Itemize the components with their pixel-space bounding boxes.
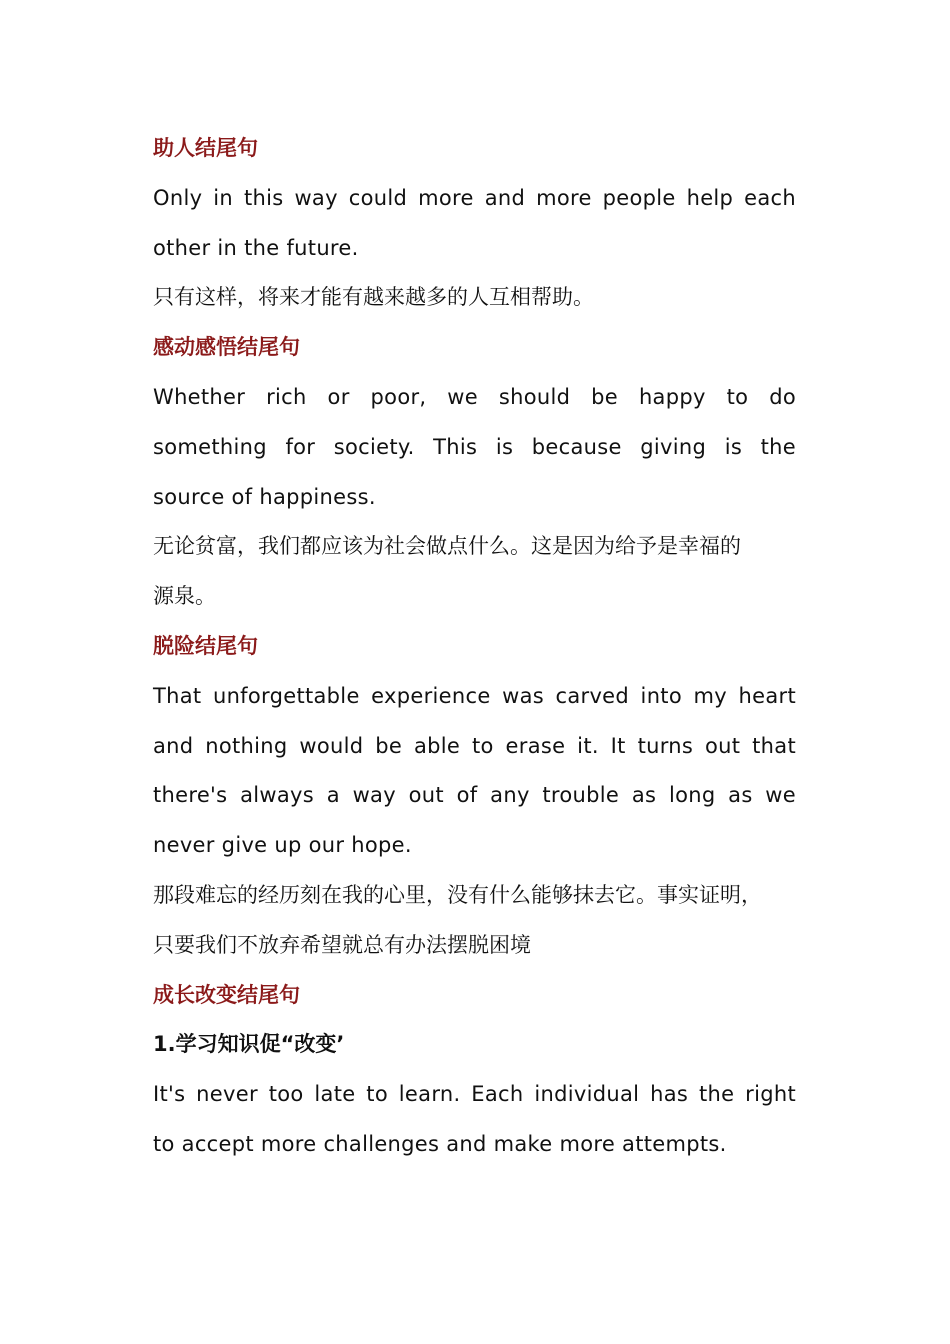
- english-line: never give up our hope.: [153, 833, 412, 858]
- english-line: That unforgettable experience was carved into my heart: [153, 683, 796, 708]
- english-line: Only in this way could more and more people help each: [153, 185, 796, 210]
- chinese-line: 只要我们不放弃希望就总有办法摆脱困境: [153, 932, 531, 957]
- section-heading-helping: 助人结尾句: [153, 136, 258, 160]
- english-line: It's never too late to learn. Each individual has the right: [153, 1082, 796, 1107]
- chinese-line: 源泉。: [153, 584, 216, 609]
- english-line: to accept more challenges and make more attempts.: [153, 1131, 727, 1156]
- document-page: [153, 124, 796, 1170]
- chinese-line: 那段难忘的经历刻在我的心里，没有什么能够抹去它。事实证明，: [153, 882, 762, 907]
- chinese-line: 只有这样，将来才能有越来越多的人互相帮助。: [153, 285, 594, 310]
- english-line: there's always a way out of any trouble as long as we: [153, 783, 796, 808]
- english-line: source of happiness.: [153, 484, 376, 509]
- section-heading-growth-change: 成长改变结尾句: [153, 982, 300, 1007]
- section-heading-escape-danger: 脱险结尾句: [153, 633, 258, 658]
- section-heading-touching-insight: 感动感悟结尾句: [153, 335, 300, 360]
- english-line: Whether rich or poor, we should be happy to do: [153, 384, 796, 409]
- english-line: something for society. This is because giving is the: [153, 434, 796, 459]
- subsection-heading: 1.学习知识促“改变’: [153, 1032, 345, 1057]
- english-line: and nothing would be able to erase it. It turns out that: [153, 733, 796, 758]
- chinese-line: 无论贫富，我们都应该为社会做点什么。这是因为给予是幸福的: [153, 534, 741, 559]
- english-line: other in the future.: [153, 235, 359, 260]
